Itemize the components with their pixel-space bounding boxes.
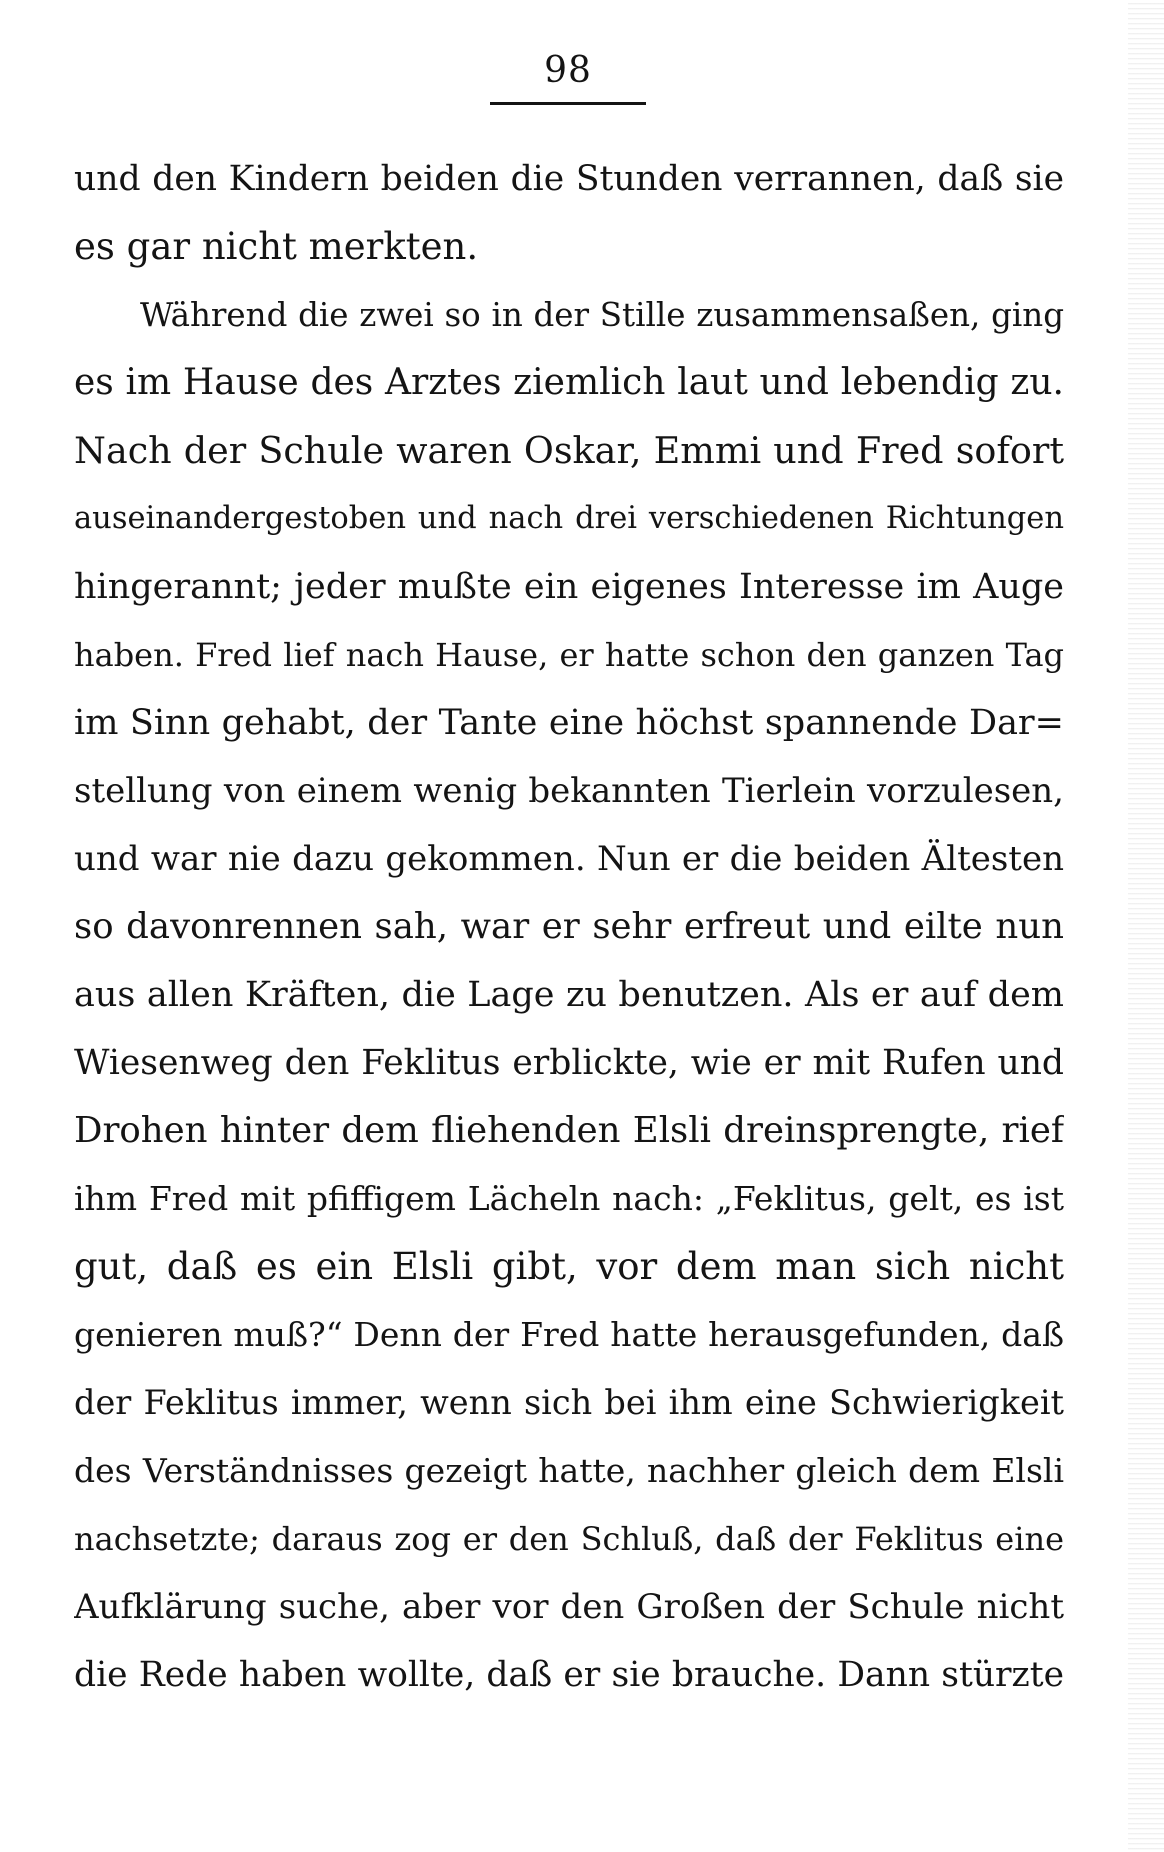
text-line: auseinandergestoben und nach drei verschiedenen Richtungen — [74, 501, 1064, 536]
page-number: 98 — [544, 50, 592, 91]
text-line: Nach der Schule waren Oskar, Emmi und Fred sofort — [74, 429, 1064, 472]
text-line: hingerannt; jeder mußte ein eigenes Interesse im Auge — [74, 567, 1064, 607]
text-body — [74, 145, 1064, 1709]
page-header — [490, 46, 646, 105]
text-line: stellung von einem wenig bekannten Tierlein vorzulesen, — [74, 771, 1064, 811]
text-line: Während die zwei so in der Stille zusammensaßen, ging — [140, 296, 1064, 334]
text-line: im Sinn gehabt, der Tante eine höchst spannende Dar= — [74, 703, 1064, 743]
text-line: genieren muß?“ Denn der Fred hatte herausgefunden, daß — [74, 1315, 1064, 1354]
text-line: nachsetzte; daraus zog er den Schluß, daß der Feklitus eine — [74, 1520, 1064, 1558]
text-line: Wiesenweg den Feklitus erblickte, wie er mit Rufen und — [74, 1043, 1064, 1083]
header-rule — [490, 102, 646, 105]
text-line: aus allen Kräften, die Lage zu benutzen. Als er auf dem — [74, 975, 1064, 1015]
text-line: und war nie dazu gekommen. Nun er die beiden Ältesten — [74, 839, 1064, 879]
text-line: es gar nicht merkten. — [74, 225, 479, 268]
text-line: es im Hause des Arztes ziemlich laut und lebendig zu. — [74, 362, 1064, 403]
text-line: des Verständnisses gezeigt hatte, nachher gleich dem Elsli — [74, 1451, 1064, 1490]
text-line: ihm Fred mit pfiffigem Lächeln nach: „Feklitus, gelt, es ist — [74, 1179, 1064, 1218]
text-line: gut, daß es ein Elsli gibt, vor dem man sich nicht — [74, 1245, 1064, 1288]
text-line: der Feklitus immer, wenn sich bei ihm eine Schwierigkeit — [74, 1383, 1064, 1422]
text-line: und den Kindern beiden die Stunden verrannen, daß sie — [74, 159, 1064, 199]
text-line: so davonrennen sah, war er sehr erfreut und eilte nun — [74, 906, 1064, 947]
text-line: haben. Fred lief nach Hause, er hatte schon den ganzen Tag — [74, 636, 1064, 674]
text-line: die Rede haben wollte, daß er sie brauche. Dann stürzte — [74, 1655, 1064, 1695]
text-line: Drohen hinter dem fliehenden Elsli dreinsprengte, rief — [74, 1110, 1064, 1151]
page-edge-shadow — [1128, 0, 1164, 1852]
text-line: Aufklärung suche, aber vor den Großen der Schule nicht — [74, 1587, 1064, 1627]
